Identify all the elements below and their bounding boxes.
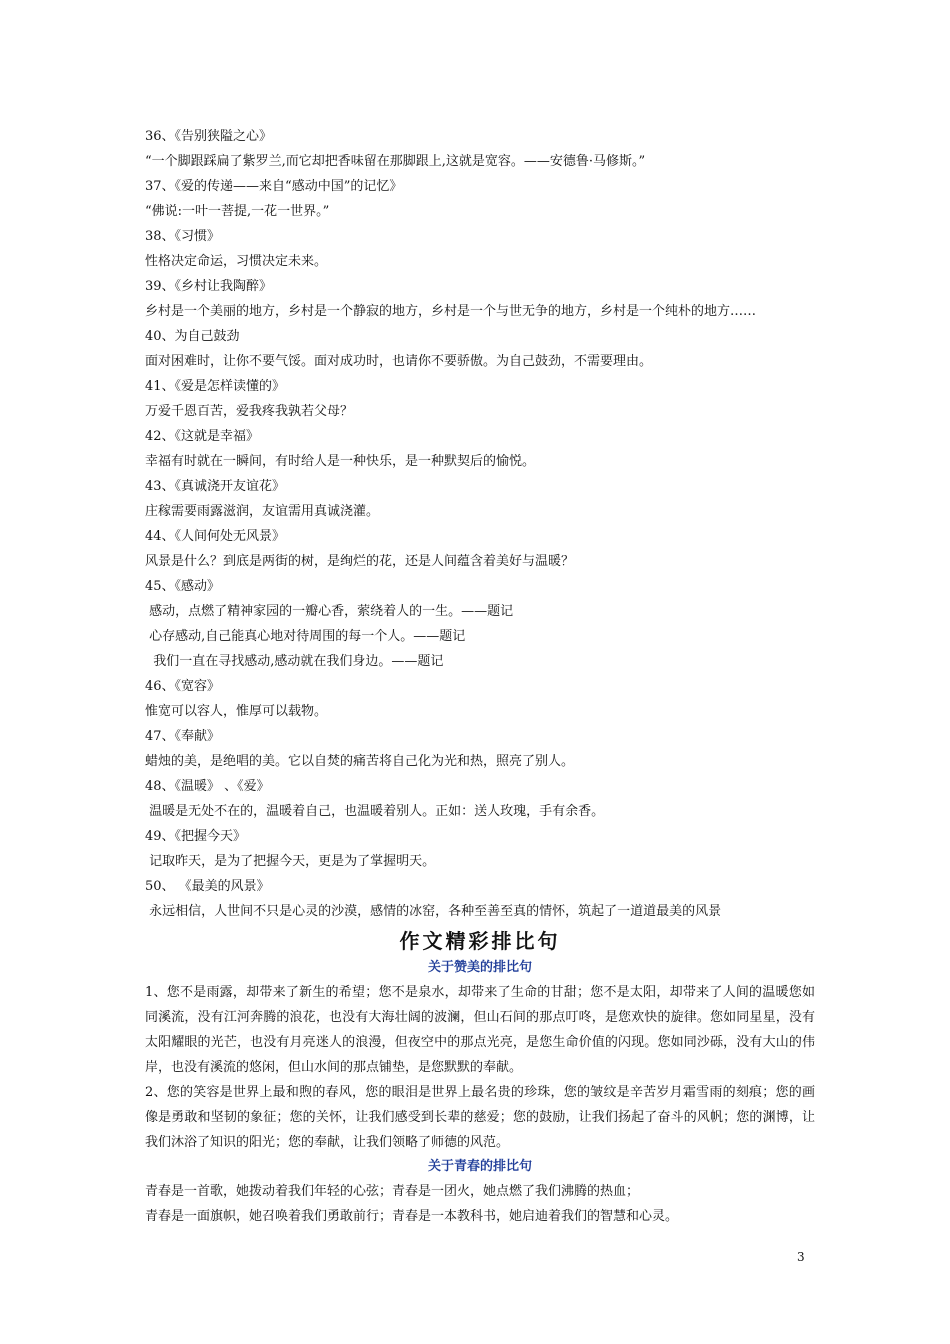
- essay-quote: “佛说:一叶一菩提,一花一世界。”: [145, 204, 330, 219]
- essay-quote: 乡村是一个美丽的地方，乡村是一个静寂的地方，乡村是一个与世无争的地方，乡村是一个纯朴的地方……: [145, 304, 757, 319]
- essay-quote: 蜡烛的美，是绝唱的美。它以自焚的痛苦将自己化为光和热，照亮了别人。: [145, 754, 575, 769]
- subsection-title-youth: 关于青春的排比句: [427, 1159, 532, 1174]
- youth-line: 青春是一面旗帜，她召唤着我们勇敢前行；青春是一本教科书，她启迪着我们的智慧和心灵。: [145, 1209, 679, 1224]
- essay-title: 46、《宽容》: [145, 679, 221, 694]
- youth-line: 青春是一首歌，她拨动着我们年轻的心弦；青春是一团火，她点燃了我们沸腾的热血；: [145, 1184, 640, 1199]
- essay-title: 40、为自己鼓劲: [145, 329, 240, 344]
- essay-title: 36、《告别狭隘之心》: [145, 129, 273, 144]
- praise-paragraph: 1、您不是雨露，却带来了新生的希望；您不是泉水，却带来了生命的甘甜；您不是太阳，却带来了人间的温暖您如同溪流，没有江河奔腾的浪花，也没有大海壮阔的波澜，但山石间的那点叮咚，是您欢快的旋律。您如同星星，没有太阳耀眼的光芒，也没有月亮迷人的浪漫，但夜空中的那点光亮，是您生命价值的闪现。您如同沙砾，没有大山的伟岸，也没有溪流的悠闲，但山水间的那点铺垫，是您默默的奉献。: [145, 985, 815, 1075]
- essay-quote: 永远相信，人世间不只是心灵的沙漠，感情的冰窑，各种至善至真的情怀，筑起了一道道最美的风景: [145, 904, 722, 919]
- praise-paragraphs: [145, 980, 815, 1155]
- essay-title: 41、《爱是怎样读懂的》: [145, 379, 286, 394]
- essay-quote: 感动，点燃了精神家园的一瓣心香，萦绕着人的一生。——题记: [145, 604, 514, 619]
- essay-quote: 面对困难时，让你不要气馁。面对成功时，也请你不要骄傲。为自己鼓劲，不需要理由。: [145, 354, 653, 369]
- subsection-title-praise: 关于赞美的排比句: [427, 960, 532, 975]
- essay-quote: 惟宽可以容人，惟厚可以载物。: [145, 704, 328, 719]
- essay-title: 45、《感动》: [145, 579, 221, 594]
- essay-quote: “一个脚跟踩扁了紫罗兰,而它却把香味留在那脚跟上,这就是宽容。——安德鲁·马修斯。”: [145, 154, 646, 169]
- essay-quote: 温暖是无处不在的，温暖着自己，也温暖着别人。正如：送人玫瑰，手有余香。: [145, 804, 605, 819]
- essay-quote: 记取昨天，是为了把握今天，更是为了掌握明天。: [145, 854, 436, 869]
- essay-quote: 幸福有时就在一瞬间，有时给人是一种快乐，是一种默契后的愉悦。: [145, 454, 536, 469]
- essay-title: 49、《把握今天》: [145, 829, 247, 844]
- essay-quote: 庄稼需要雨露滋润，友谊需用真诚浇灌。: [145, 504, 380, 519]
- essay-title: 47、《奉献》: [145, 729, 221, 744]
- essay-title: 42、《这就是幸福》: [145, 429, 260, 444]
- page-number: 3: [797, 1250, 805, 1264]
- essay-title: 37、《爱的传递——来自“感动中国”的记忆》: [145, 179, 403, 194]
- essay-quote: 风景是什么？到底是两街的树，是绚烂的花，还是人间蕴含着美好与温暖？: [145, 554, 575, 569]
- essay-title: 39、《乡村让我陶醉》: [145, 279, 273, 294]
- essay-title: 48、《温暖》 、《爱》: [145, 779, 270, 794]
- praise-paragraph: 2、您的笑容是世界上最和煦的春风，您的眼泪是世界上最名贵的珍珠，您的皱纹是辛苦岁月霜雪雨的刻痕；您的画像是勇敢和坚韧的象征；您的关怀，让我们感受到长辈的慈爱；您的鼓励，让我们扬起了奋斗的风帆；您的渊博，让我们沐浴了知识的阳光；您的奉献，让我们领略了师德的风范。: [145, 1085, 815, 1150]
- essay-title: 43、《真诚浇开友谊花》: [145, 479, 286, 494]
- essay-title-list: [145, 124, 815, 924]
- essay-quote: 我们一直在寻找感动,感动就在我们身边。——题记: [145, 654, 444, 669]
- essay-quote: 心存感动,自己能真心地对待周围的每一个人。——题记: [145, 629, 466, 644]
- essay-title: 50、 《最美的风景》: [145, 879, 270, 894]
- page-content: [145, 124, 815, 1229]
- youth-lines: [145, 1179, 815, 1229]
- section-title: 作文精彩排比句: [399, 929, 561, 953]
- essay-quote: 万爱千恩百苦，爱我疼我孰若父母？: [145, 404, 354, 419]
- essay-title: 44、《人间何处无风景》: [145, 529, 286, 544]
- essay-title: 38、《习惯》: [145, 229, 221, 244]
- essay-quote: 性格决定命运，习惯决定未来。: [145, 254, 328, 269]
